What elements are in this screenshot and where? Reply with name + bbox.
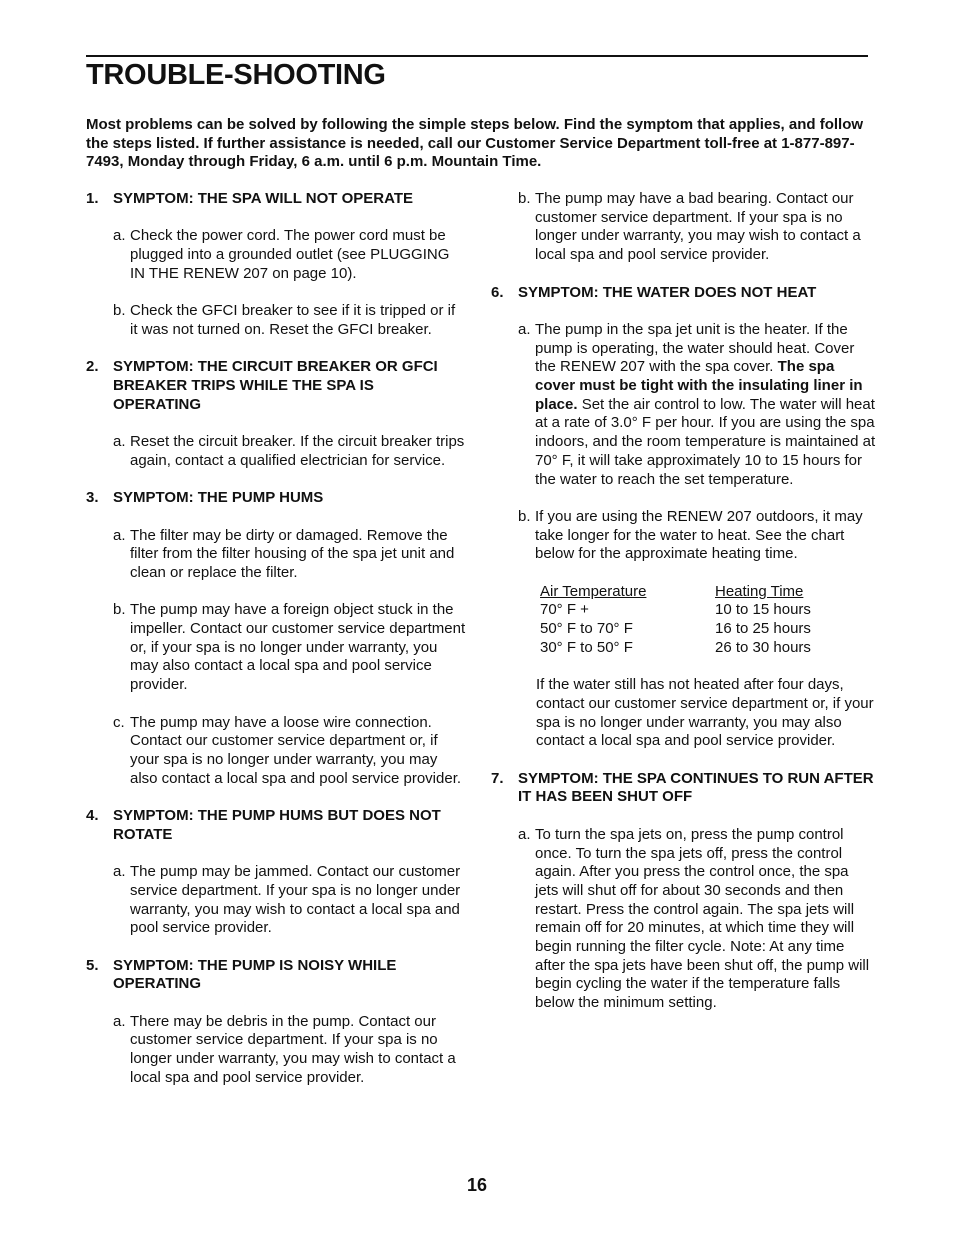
table-cell: 50° F to 70° F [540,620,633,638]
symptom-number: 5. [86,956,99,974]
symptom-number: 1. [86,190,99,207]
table-header-row [540,583,876,602]
symptom-2-heading [86,358,466,414]
symptom-title: SYMPTOM: THE SPA WILL NOT OPERATE [113,190,414,207]
table-row [540,601,876,620]
step-text-bold: The spa cover must be tight with the insulating liner in place. [535,358,863,413]
table-row [540,620,876,639]
symptom-1-step-a [113,227,466,283]
step-label: a. [113,1012,126,1030]
step-text-pre: The pump in the spa jet unit is the heater. If the pump is operating, the water should heat. Cover the RENEW 207 with the spa cover. [535,320,855,376]
step-label: a. [518,825,531,843]
symptom-7-step-a [518,826,876,1013]
right-column [491,190,876,1032]
page-title: TROUBLE-SHOOTING [86,59,386,91]
step-label: b. [518,190,531,207]
step-label: a. [113,526,126,544]
symptom-1-step-b [113,302,466,339]
symptom-7-heading [491,770,876,807]
symptom-6-step-b [518,508,876,564]
table-cell: 30° F to 50° F [540,638,633,656]
table-cell: 26 to 30 hours [715,638,811,656]
step-label: b. [113,601,126,619]
symptom-5-step-b [518,190,876,265]
symptom-title: SYMPTOM: THE SPA CONTINUES TO RUN AFTER IT HAS BEEN SHUT OFF [518,769,874,806]
symptom-3-step-a [113,527,466,583]
table-header-heating-time: Heating Time [715,582,804,600]
symptom-number: 2. [86,358,99,376]
symptom-title: SYMPTOM: THE CIRCUIT BREAKER OR GFCI BREAKER TRIPS WHILE THE SPA IS OPERATING [113,358,438,413]
left-column [86,190,466,1106]
step-text: Check the GFCI breaker to see if it is tripped or if it was not turned on. Reset the GFCI breaker. [130,302,456,338]
table-cell: 70° F + [540,601,589,619]
page-number: 16 [466,1175,488,1195]
symptom-3-heading [86,489,466,508]
step-text [535,321,876,489]
symptom-6-heading [491,284,876,303]
symptom-6-followup: If the water still has not heated after four days, contact our customer service department or, if your spa is no longer under warranty, you may also contact a local spa and pool service provider. [536,676,874,750]
step-label: a. [113,433,126,451]
heating-time-table [540,583,876,658]
symptom-number: 6. [491,283,504,301]
symptom-title: SYMPTOM: THE PUMP HUMS BUT DOES NOT ROTATE [113,807,441,843]
step-text-post: Set the air control to low. The water will heat at a rate of 3.0° F per hour. If you are using the spa indoors, and the room temperature is maintained at 70° F, it will take approximately 10 to 15 hours for the water to reach the set temperature. [535,395,876,488]
table-row [540,639,876,658]
top-rule [86,55,868,57]
step-text: Reset the circuit breaker. If the circuit breaker trips again, contact a qualified electrician for service. [130,433,465,469]
symptom-2-step-a [113,433,466,470]
step-text: If you are using the RENEW 207 outdoors, it may take longer for the water to heat. See the chart below for the approximate heating time. [535,507,863,563]
symptom-4-heading [86,807,466,844]
table-cell: 16 to 25 hours [715,620,811,638]
symptom-title: SYMPTOM: THE PUMP HUMS [113,489,324,507]
symptom-title: SYMPTOM: THE WATER DOES NOT HEAT [518,283,817,301]
intro-text: Most problems can be solved by following the simple steps below. Find the symptom that applies, and follow the steps listed. If further assistance is needed, call our Customer Service Department toll-free at 1-877-897-7493, Monday through Friday, 6 a.m. until 6 p.m. Mountain Time. [86,116,864,171]
step-text: There may be debris in the pump. Contact our customer service department. If your spa is no longer under warranty, you may wish to contact a local spa and pool service provider. [130,1012,456,1086]
symptom-3-step-b [113,601,466,695]
table-cell: 10 to 15 hours [715,601,811,619]
step-text: To turn the spa jets on, press the pump control once. To turn the spa jets off, press the control again. After you press the control once, the spa jets will shut off for about 30 seconds and then restart. Press the control again. The spa jets will remain off for 20 minutes, at which time they will begin running the filter cycle. Note: At any time after the spa jets have been shut off, the pump will begin cycling the water if the temperature falls below the minimum setting. [535,825,870,1012]
step-label: b. [113,302,126,320]
symptom-1-heading [86,190,466,209]
step-label: a. [518,320,531,338]
symptom-6-step-a [518,321,876,489]
step-label: c. [113,713,125,731]
symptom-4-step-a [113,863,466,938]
step-text: The filter may be dirty or damaged. Remove the filter from the filter housing of the spa jet unit and clean or replace the filter. [130,526,455,581]
step-text: The pump may be jammed. Contact our customer service department. If your spa is no longer under warranty, you may wish to contact a local spa and pool service provider. [130,863,461,937]
symptom-title: SYMPTOM: THE PUMP IS NOISY WHILE OPERATING [113,956,397,993]
symptom-5-step-a [113,1013,466,1088]
step-label: b. [518,507,531,525]
step-text: The pump may have a bad bearing. Contact our customer service department. If your spa is no longer under warranty, you may wish to contact a local spa and pool service provider. [535,190,861,264]
symptom-number: 3. [86,489,99,507]
step-text: Check the power cord. The power cord must be plugged into a grounded outlet (see PLUGGING IN THE RENEW 207 on page 10). [130,227,450,282]
step-label: a. [113,227,126,245]
symptom-5-heading [86,957,466,994]
step-label: a. [113,863,126,881]
symptom-number: 7. [491,769,504,787]
symptom-3-step-c [113,714,466,789]
symptom-number: 4. [86,807,99,825]
step-text: The pump may have a loose wire connection. Contact our customer service department or, if your spa is no longer under warranty, you may also contact a local spa and pool service provider. [130,713,462,787]
step-text: The pump may have a foreign object stuck in the impeller. Contact our customer service department or, if your spa is no longer under warranty, you may also contact a local spa and pool service provider. [130,601,466,694]
table-header-air-temperature: Air Temperature [540,582,647,600]
